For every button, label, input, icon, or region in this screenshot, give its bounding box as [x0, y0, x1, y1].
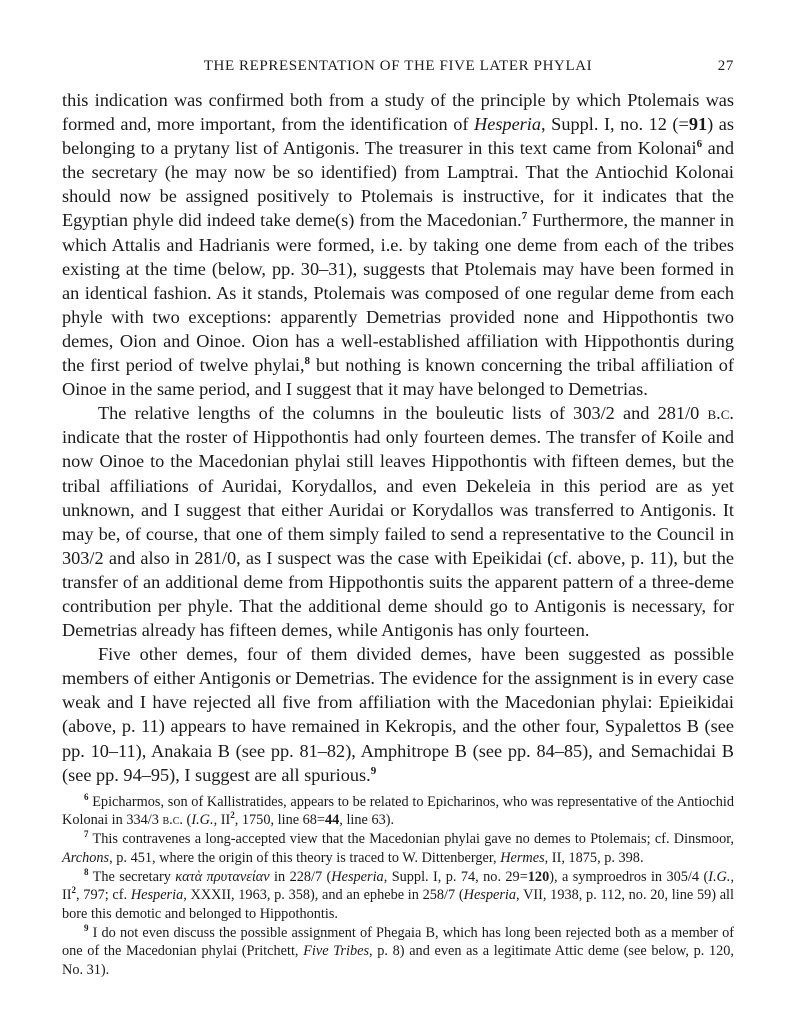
footnote-ref: 7 — [84, 829, 89, 840]
text-run: and the secretary (he may now be so identified) from Lamptrai. That the Antiochid Kolonai should now be assigned positively to Ptolemais is instructive, for it indicates that the Egyptian phyle did indeed take deme(s) from the Macedonian. — [62, 138, 735, 231]
text-run: , II, 1875, p. 398. — [544, 849, 644, 866]
text-run: , Suppl. I, no. 12 (= — [541, 114, 689, 135]
footnote-ref: 6 — [696, 138, 703, 151]
text-run: Five other demes, four of them divided demes, have been suggested as possible members of either Antigonis or Demetrias. The evidence for the assignment is in every case weak and I have rejected all five from affiliation with the Macedonian phylai: Epieikidai (above, p. 11) appears to have remained in Kekropis, and the other four, Sypalettos B (see pp. 10–11), Anakaia B (see pp. 81–82), Amphitrope B (see pp. 84–85), and Semachidai B (see pp. 94–95), I suggest are all spurious. — [62, 644, 734, 785]
text-run: , 1750, line 68= — [234, 812, 325, 829]
paragraph — [62, 88, 734, 401]
text-run: , p. 451, where the origin of this theory is traced to W. Dittenberger, — [109, 849, 501, 866]
text-run: indicate that the roster of Hippothontis had only fourteen demes. The transfer of Koile and now Oinoe to the Macedonian phylai still leaves Hippothontis with fifteen demes, but the tribal affiliations of Auridai, Korydallos, and even Dekeleia in this period are as yet unknown, and I suggest that either Auridai or Korydallos was transferred to Antigonis. It may be, of course, that one of them simply failed to send a representative to the Council in 303/2 and also in 281/0, as I suspect was the case with Epeikidai (cf. above, p. 11), but the transfer of an additional deme from Hippothontis suits the apparent pattern of a three-deme contribution per phyle. That the additional deme should go to Antigonis is necessary, for Demetrias already has fifteen demes, while Antigonis has only fourteen. — [62, 427, 734, 641]
text-run: but nothing is known concerning the tribal affiliation of Oinoe in the same period, and I suggest that it may have belonged to Demetrias. — [62, 355, 734, 400]
text-run: Archons — [62, 849, 110, 866]
text-run: I.G. — [708, 868, 731, 885]
footnotes — [62, 793, 734, 980]
text-run: b.c. — [162, 812, 183, 829]
text-run: , II — [213, 812, 231, 829]
footnote-ref: 6 — [84, 791, 89, 802]
footnote — [62, 868, 734, 924]
text-run: ( — [182, 812, 192, 829]
text-run: Hesperia — [331, 868, 384, 885]
text-run: Epicharmos, son of Kallistratides, appears to be related to Epicharinos, who was representative of the Antiochid Kolonai in 334/3 — [62, 793, 734, 829]
text-run: κατὰ πρυτανείαν — [175, 868, 270, 885]
footnote — [62, 924, 734, 980]
text-run: 120 — [527, 868, 550, 885]
page — [62, 58, 734, 980]
text-run: , line 63). — [339, 812, 395, 829]
text-run: , XXXII, 1963, p. 358), and an ephebe in 258/7 ( — [183, 887, 464, 904]
text-run: The secretary — [88, 868, 176, 885]
text-run: I.G. — [191, 812, 214, 829]
text-run: Five Tribes — [303, 943, 370, 960]
text-run: Hesperia — [474, 114, 542, 135]
paragraph — [62, 642, 734, 787]
text-run: , p. 8) and even as a legitimate Attic deme (see below, p. 120, No. 31). — [62, 943, 735, 979]
footnote-ref: 9 — [84, 922, 89, 933]
text-run: ) as belonging to a prytany list of Antigonis. The treasurer in this text came from Kolonai — [62, 114, 734, 159]
text-run: ), a symproedros in 305/4 ( — [549, 868, 709, 885]
text-run: Hermes — [500, 849, 545, 866]
text-run: I do not even discuss the possible assignment of Phegaia B, which has long been rejected both as a member of one of the Macedonian phylai (Pritchett, — [62, 924, 734, 960]
paragraph — [62, 401, 734, 642]
running-header — [62, 58, 734, 88]
text-run: Hesperia — [130, 887, 184, 904]
footnote-ref: 8 — [304, 354, 311, 367]
footnote-ref: 2 — [230, 810, 235, 821]
running-title: THE REPRESENTATION OF THE FIVE LATER PHYLAI — [203, 58, 593, 74]
text-run: b.c. — [707, 403, 734, 424]
text-run: , Suppl. I, p. 74, no. 29= — [383, 868, 528, 885]
text-run: , 797; cf. — [76, 887, 131, 904]
text-run: 44 — [325, 812, 340, 829]
footnote-ref: 2 — [71, 885, 77, 896]
text-run: 91 — [688, 114, 708, 135]
text-run: The relative lengths of the columns in the bouleutic lists of 303/2 and 281/0 — [98, 403, 708, 424]
text-run: Furthermore, the manner in which Attalis and Hadrianis were formed, i.e. by taking one deme from each of the tribes existing at the time (below, pp. 30–31), suggests that Ptolemais may have been formed in an identical fashion. As it stands, Ptolemais was composed of one regular deme from each phyle with two exceptions: apparently Demetrias provided none and Hippothontis two demes, Oion and Oinoe. Oion has a well-established affiliation with Hippothontis during the first period of twelve phylai, — [62, 210, 735, 376]
footnote-ref: 7 — [521, 210, 528, 223]
footnote — [62, 830, 734, 867]
text-run: Hesperia — [463, 887, 517, 904]
text-run: This contravenes a long-accepted view that the Macedonian phylai gave no demes to Ptolemais; cf. Dinsmoor, — [88, 831, 734, 848]
footnote — [62, 793, 734, 830]
text-run: , VII, 1938, p. 112, no. 20, line 59) all bore this demotic and belonged to Hippothontis. — [62, 887, 734, 922]
text-run: , II — [62, 868, 735, 904]
page-number: 27 — [717, 58, 734, 74]
footnote-ref: 8 — [84, 866, 89, 877]
footnote-ref: 9 — [370, 764, 377, 777]
text-run: this indication was confirmed both from a study of the principle by which Ptolemais was formed and, more important, from the identification of — [62, 90, 734, 135]
body-text — [62, 88, 734, 787]
text-run: in 228/7 ( — [269, 868, 332, 885]
